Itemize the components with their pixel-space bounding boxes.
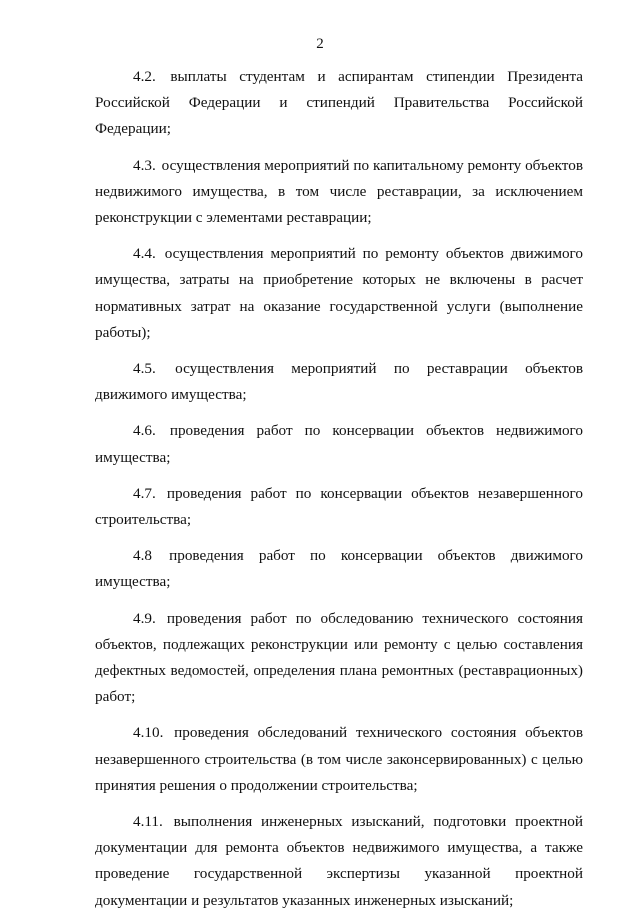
paragraph-4-7 — [95, 481, 583, 533]
paragraph-text: осуществления мероприятий по ремонту объектов движимого имущества, затраты на приобретение которых не включены в расчет нормативных затрат на оказание государственной услуги (выполнение работы); — [95, 245, 584, 341]
paragraph-4-6 — [95, 418, 583, 470]
paragraph-number: 4.7. — [133, 484, 156, 502]
paragraph-text: проведения работ по консервации объектов движимого имущества; — [95, 547, 583, 591]
paragraph-number: 4.8 — [133, 547, 152, 565]
paragraph-4-9 — [95, 606, 583, 711]
paragraph-text: осуществления мероприятий по капитальному ремонту объектов недвижимого имущества, в том числе реставрации, за исключением реконструкции с элементами реставрации; — [95, 156, 584, 227]
paragraph-number: 4.3. — [133, 156, 156, 174]
paragraph-number: 4.2. — [133, 68, 156, 85]
paragraph-number: 4.9. — [133, 609, 156, 627]
paragraph-4-4 — [95, 241, 583, 346]
paragraph-text: осуществления мероприятий по реставрации объектов движимого имущества; — [95, 360, 583, 404]
paragraph-text: выплаты студентам и аспирантам стипендии Президента Российской Федерации и стипендий Правительства Российской Федерации; — [95, 68, 584, 138]
paragraph-text: проведения работ по консервации объектов недвижимого имущества; — [95, 422, 583, 466]
page-number: 2 — [316, 36, 324, 52]
paragraph-text: проведения работ по обследованию технического состояния объектов, подлежащих реконструкции или ремонту с целью составления дефектных ведомостей, определения плана ремонтных (реставрационных) работ; — [95, 609, 583, 706]
paragraph-4-3 — [95, 153, 583, 232]
paragraph-text: выполнения инженерных изысканий, подготовки проектной документации для ремонта объектов недвижимого имущества, а также проведение государственной экспертизы указанной проектной документации и результатов указанных инженерных изысканий; — [95, 813, 583, 909]
paragraph-number: 4.10. — [133, 724, 164, 742]
paragraph-text: проведения работ по консервации объектов незавершенного строительства; — [95, 484, 583, 529]
paragraph-4-11 — [95, 809, 583, 914]
paragraph-text: проведения обследований технического состояния объектов незавершенного строительства (в том числе законсервированных) с целью принятия решения о продолжении строительства; — [95, 724, 583, 794]
paragraph-number: 4.6. — [133, 422, 156, 440]
paragraph-4-5 — [95, 356, 583, 408]
paragraph-4-8 — [95, 543, 583, 595]
paragraph-number: 4.11. — [133, 813, 163, 831]
document-body — [95, 64, 583, 924]
paragraph-number: 4.4. — [133, 245, 156, 263]
paragraph-4-2 — [95, 64, 583, 143]
paragraph-4-10 — [95, 720, 583, 799]
paragraph-number: 4.5. — [133, 360, 156, 378]
